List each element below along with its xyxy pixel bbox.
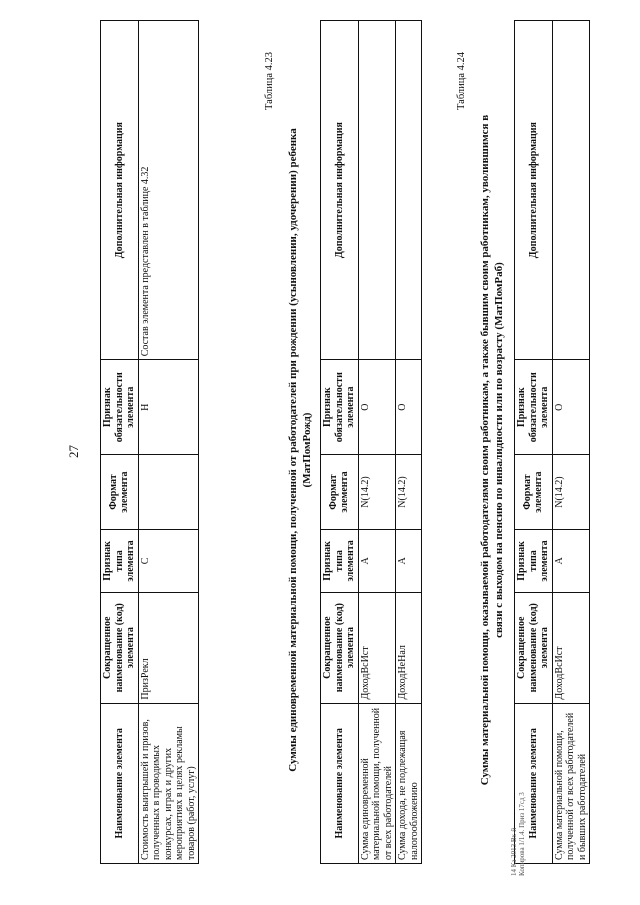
header-info: Дополнительная информация (101, 21, 139, 360)
cell-info (396, 21, 422, 360)
table-title: Суммы материальной помощи, оказываемой работодателями своим работникам, а также бывшим своим работникам, уволившимся в связи с выходом на пенсию по инвалидности или по возрасту (МатПомРаб) (479, 114, 506, 786)
table-row (396, 21, 422, 864)
header-format: Формат элемента (101, 455, 139, 530)
cell-code: ДоходВсИст (552, 592, 590, 703)
header-info: Дополнительная информация (515, 21, 553, 360)
cell-type: А (552, 529, 590, 592)
rotated-content (38, 20, 598, 880)
cell-name: Стоимость выигрышей и призов, полученных в проводимых конкурсах, играх и других мероприятиях в целях рекламы товаров (работ, услуг) (138, 703, 199, 863)
table-row (138, 21, 199, 864)
registration-stamp (510, 792, 527, 876)
header-name: Наименование элемента (101, 703, 139, 863)
cell-format: N(14.2) (552, 455, 590, 530)
header-format: Формат элемента (321, 455, 359, 530)
table-row (552, 21, 590, 864)
cell-info (358, 21, 396, 360)
header-type: Признак типа элемента (321, 529, 359, 592)
table-row (358, 21, 396, 864)
cell-code: ПризРекл (138, 592, 199, 703)
cell-info: Состав элемента представлен в таблице 4.32 (138, 21, 199, 360)
header-type: Признак типа элемента (515, 529, 553, 592)
cell-type: С (138, 529, 199, 592)
header-code: Сокращенное наименование (код) элемента (321, 592, 359, 703)
header-required: Признак обязательности элемента (515, 360, 553, 455)
header-format: Формат элемента (515, 455, 553, 530)
cell-name: Сумма дохода, не подлежащая налогообложению (396, 703, 422, 863)
table-title: Суммы единовременной материальной помощи, полученной от работодателей при рождении (усыновлении, удочерении) ребенка (МатПомРожд) (287, 128, 314, 772)
table-4-24 (514, 20, 590, 864)
header-name: Наименование элемента (321, 703, 359, 863)
cell-required: О (552, 360, 590, 455)
header-required: Признак обязательности элемента (101, 360, 139, 455)
table-4-23 (320, 20, 422, 864)
table-caption: Таблица 4.24 (456, 51, 467, 110)
table-caption: Таблица 4.23 (264, 51, 275, 110)
stamp-line: Копирова 1/1.4. Приз 17сд 3 (518, 792, 527, 876)
cell-required: О (358, 360, 396, 455)
cell-name: Сумма единовременной материальной помощи, полученной от всех работодателей (358, 703, 396, 863)
header-name: Наименование элемента (515, 703, 553, 863)
cell-name: Сумма материальной помощи, полученной от всех работодателей и бывших работодателей (552, 703, 590, 863)
table-prizes (100, 20, 199, 864)
cell-type: А (396, 529, 422, 592)
cell-info (552, 21, 590, 360)
table-header-row (101, 21, 139, 864)
header-type: Признак типа элемента (101, 529, 139, 592)
cell-code: ДоходВсИст (358, 592, 396, 703)
cell-required: О (396, 360, 422, 455)
cell-type: А (358, 529, 396, 592)
stamp-line: 14 Ка 2013 Вх-й (510, 827, 518, 876)
page-number: 27 (66, 445, 81, 458)
header-code: Сокращенное наименование (код) элемента (515, 592, 553, 703)
cell-format (138, 455, 199, 530)
header-code: Сокращенное наименование (код) элемента (101, 592, 139, 703)
table-header-row (321, 21, 359, 864)
table-header-row (515, 21, 553, 864)
cell-format: N(14.2) (358, 455, 396, 530)
cell-format: N(14.2) (396, 455, 422, 530)
cell-code: ДоходНеНал (396, 592, 422, 703)
header-required: Признак обязательности элемента (321, 360, 359, 455)
header-info: Дополнительная информация (321, 21, 359, 360)
cell-required: Н (138, 360, 199, 455)
